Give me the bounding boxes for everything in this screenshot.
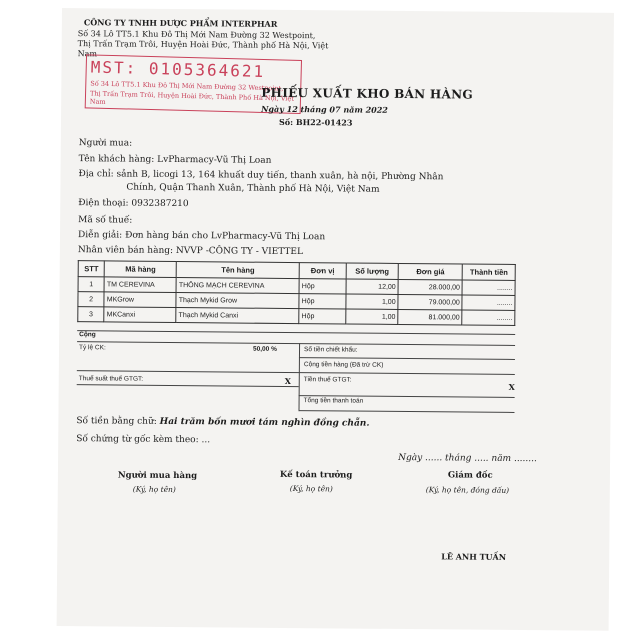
amount-in-words-label: Số tiền bằng chữ: — [76, 416, 157, 427]
col-name: Tên hàng — [176, 262, 299, 279]
stamp-address-line-1: Số 34 Lô TT5.1 Khu Đô Thị Mới Nam Đường 32 Westpoint, — [90, 79, 284, 93]
amount-in-words — [76, 416, 369, 429]
director-name: LÊ ANH TUẤN — [441, 551, 507, 562]
row-price: 28.000,00 — [398, 279, 462, 295]
summary-cong: Cộng — [79, 331, 96, 339]
attachments-line: Số chứng từ gốc kèm theo: ... — [76, 434, 211, 446]
row-unit: Hộp — [299, 294, 346, 309]
amount-in-words-value: Hai trăm bốn mươi tám nghìn đồng chẵn. — [159, 416, 370, 429]
vat-amount-value: X — [508, 381, 515, 392]
summary-divider — [298, 343, 300, 411]
summary-rule — [299, 357, 515, 360]
row-name: Thạch Mykid Canxi — [176, 308, 299, 324]
row-stt: 3 — [78, 307, 104, 322]
col-total: Thành tiền — [463, 264, 516, 280]
col-stt: STT — [78, 261, 104, 277]
stamp-tax-code: MST: 0105364621 — [90, 57, 266, 82]
company-name: CÔNG TY TNHH DƯỢC PHẨM INTERPHAR — [83, 17, 278, 29]
row-qty: 1,00 — [345, 309, 398, 324]
buyer-label: Người mua: — [78, 138, 133, 149]
summary-rule — [77, 384, 299, 387]
signature-sub-director: (Ký, họ tên, đóng dấu) — [425, 485, 510, 495]
company-address-line-2: Thị Trấn Trạm Trôi, Huyện Hoài Đức, Thành phố Hà Nội, Việt — [77, 39, 329, 51]
row-name: Thạch Mykid Grow — [176, 293, 299, 309]
col-code: Mã hàng — [104, 261, 176, 278]
summary-top-rule — [77, 330, 515, 335]
order-description: Diễn giải: Đơn hàng bán cho LvPharmacy-Vũ Thị Loan — [77, 230, 326, 243]
signature-title-buyer: Người mua hàng — [117, 470, 198, 482]
row-code: MKCanxi — [104, 307, 176, 323]
row-total: ........ — [462, 280, 515, 295]
discount-rate-label: Tỷ lệ CK: — [79, 344, 106, 352]
grand-total-label: Tổng tiền thanh toán — [303, 397, 364, 405]
row-name: THÔNG MẠCH CEREVINA — [176, 278, 299, 294]
vat-rate-value: X — [284, 375, 292, 387]
company-address-line-3: Nam — [77, 49, 98, 59]
vat-rate-label: Thuế suất thuế GTGT: — [78, 375, 144, 383]
row-unit: Hộp — [299, 279, 346, 294]
row-price: 81.000,00 — [398, 309, 462, 325]
signature-sub-buyer: (Ký, họ tên) — [132, 484, 176, 495]
row-total: ........ — [462, 295, 515, 310]
signature-title-director: Giám đốc — [447, 470, 493, 481]
customer-tax-code: Mã số thuế: — [78, 215, 133, 226]
customer-address-line-2: Chính, Quận Thanh Xuân, Thành phố Hà Nội, Việt Nam — [126, 182, 380, 195]
company-address-line-1: Số 34 Lô TT5.1 Khu Đô Thị Mới Nam Đường 32 Westpoint, — [77, 29, 316, 41]
customer-phone: Điện thoại: 0932387210 — [78, 198, 189, 210]
row-price: 79.000,00 — [398, 294, 462, 310]
signature-sub-accountant: (Ký, họ tên) — [289, 484, 333, 494]
document-date: Ngày 12 tháng 07 năm 2022 — [261, 103, 388, 115]
vat-amount-label: Tiền thuế GTGT: — [303, 376, 352, 384]
invoice-sheet — [57, 8, 614, 631]
discount-rate-value: 50,00 % — [252, 345, 277, 353]
col-qty: Số lượng — [346, 263, 399, 279]
row-qty: 12,00 — [346, 279, 399, 294]
stamp-address-line-2: Thị Trấn Trạm Trôi, Huyện Hoài Đức, Thành Phố Hà Nội, Việt Nam — [89, 89, 294, 106]
subtotal-label: Cộng tiền hàng (Đã trừ CK) — [303, 361, 384, 369]
customer-address-line-1: Địa chỉ: sảnh B, licogi 13, 164 khuất duy tiến, thanh xuân, hà nội, Phường Nhân — [78, 169, 444, 183]
customer-name: Tên khách hàng: LvPharmacy-Vũ Thị Loan — [78, 154, 272, 166]
row-unit: Hộp — [299, 309, 346, 324]
row-stt: 1 — [78, 277, 104, 292]
row-total: ........ — [462, 310, 515, 325]
row-code: TM CEREVINA — [104, 277, 176, 293]
col-unit: Đơn vị — [299, 263, 346, 279]
signature-title-accountant: Kế toán trưởng — [279, 469, 353, 481]
items-table — [77, 260, 516, 326]
col-price: Đơn giá — [398, 263, 462, 280]
table-row — [78, 307, 515, 326]
document-number: Số: BH22-01423 — [278, 116, 353, 128]
salesperson: Nhân viên bán hàng: NVVP -CÔNG TY - VIETTEL — [77, 245, 304, 258]
row-code: MKGrow — [104, 292, 176, 308]
row-stt: 2 — [78, 292, 104, 307]
document-title: PHIẾU XUẤT KHO BÁN HÀNG — [261, 85, 474, 102]
summary-rule — [77, 341, 515, 346]
summary-bottom-rule — [298, 410, 514, 413]
row-qty: 1,00 — [346, 294, 399, 309]
date-blank: Ngày ...... tháng ..... năm ........ — [398, 452, 537, 465]
summary-rule — [77, 370, 515, 375]
discount-amount-label: Số tiền chiết khấu: — [303, 346, 358, 354]
